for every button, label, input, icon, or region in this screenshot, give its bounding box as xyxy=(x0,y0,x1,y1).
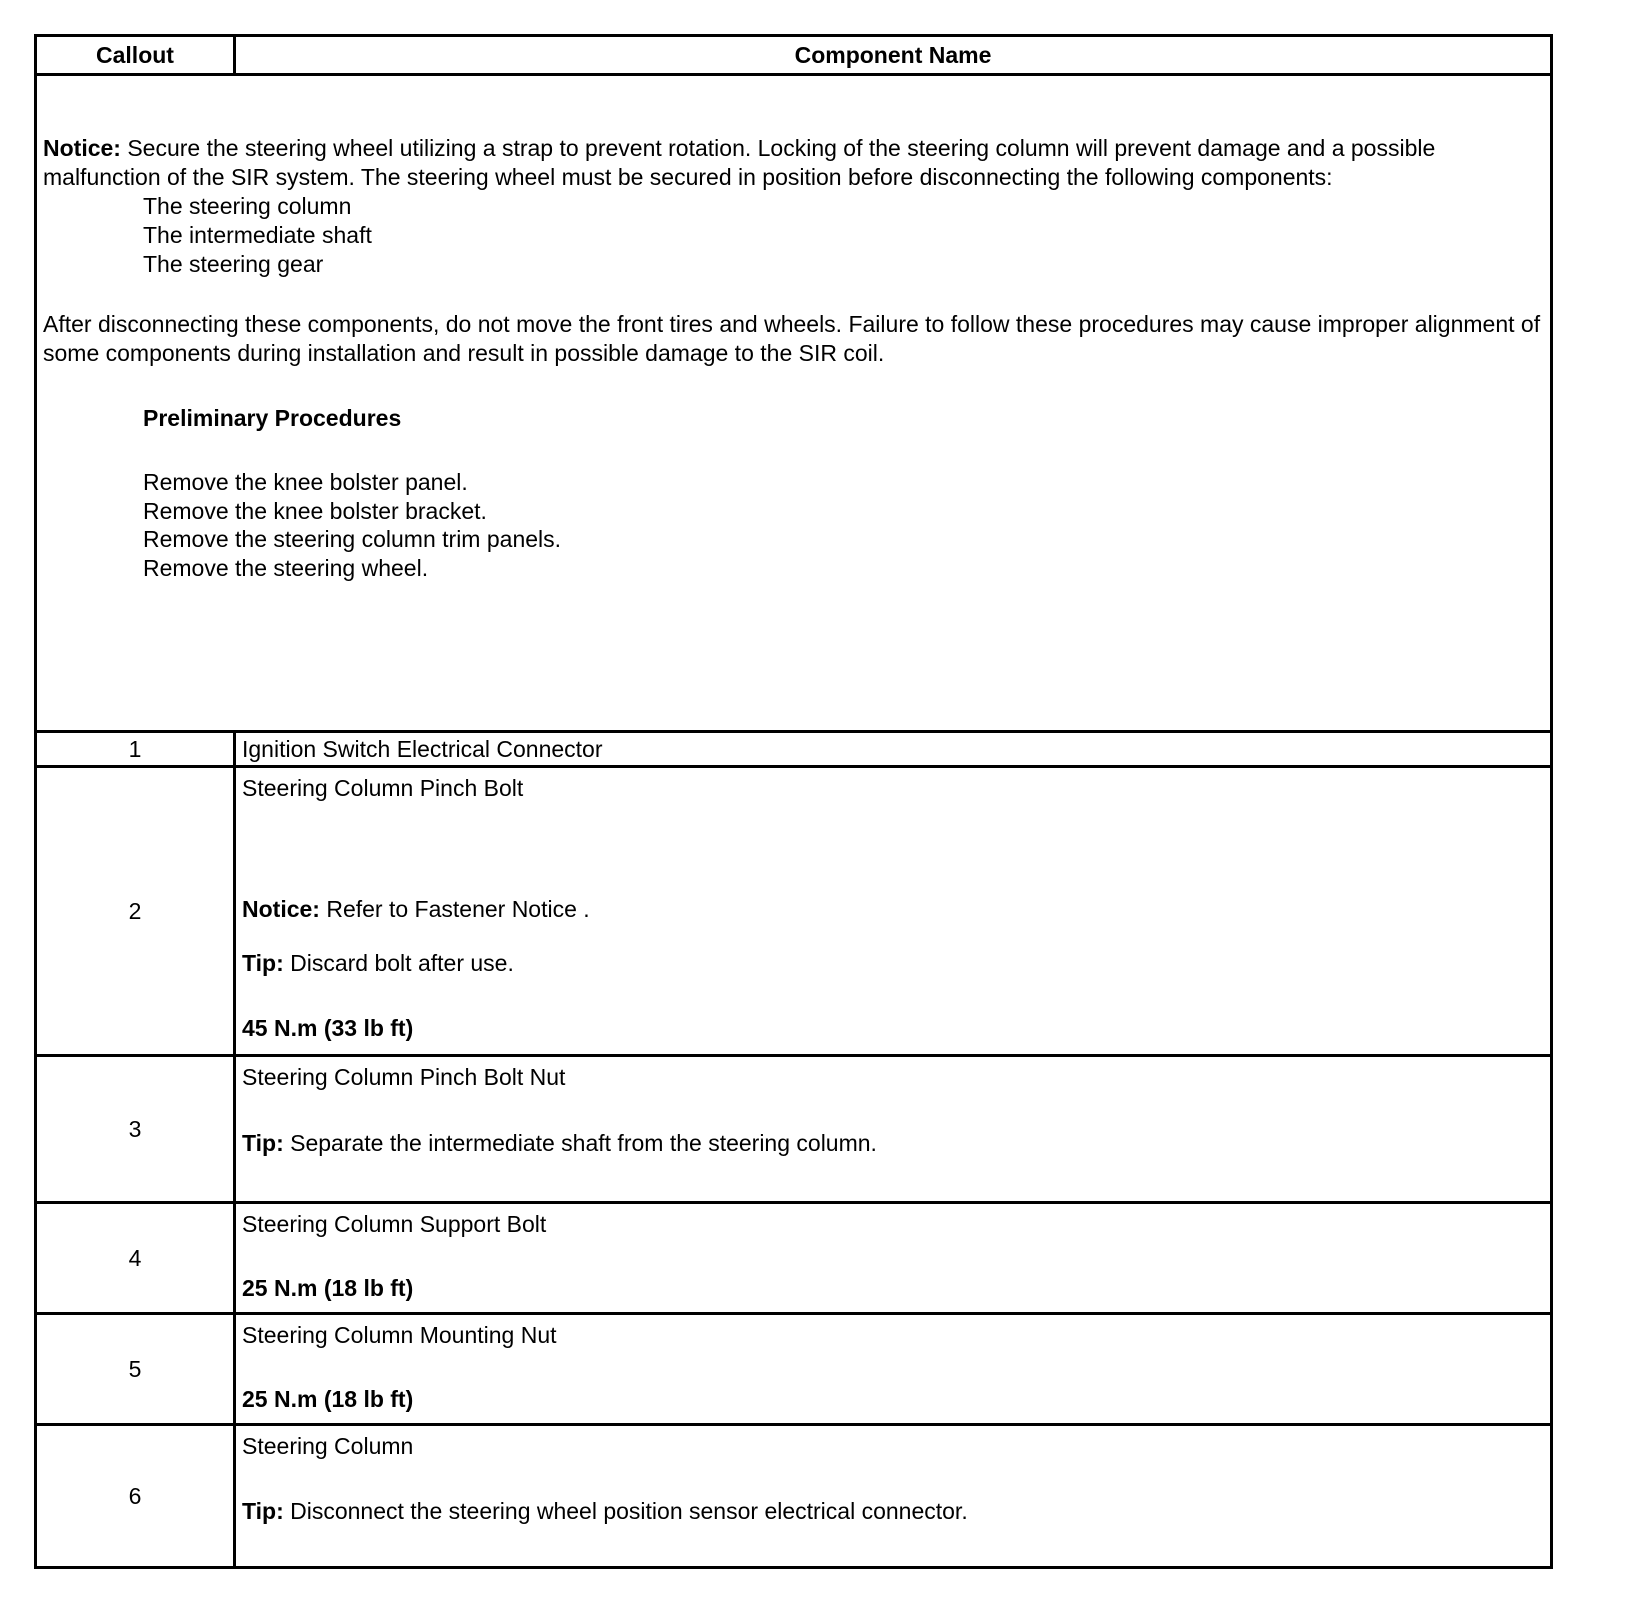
row-tip-text: Disconnect the steering wheel position sensor electrical connector. xyxy=(283,1498,968,1524)
row-tip xyxy=(242,1497,1544,1525)
component-name-cell xyxy=(235,1203,1552,1314)
intro-row xyxy=(36,75,1552,732)
intro-cell xyxy=(36,75,1552,732)
header-row xyxy=(36,36,1552,75)
component-name: Ignition Switch Electrical Connector xyxy=(242,736,603,762)
table-row xyxy=(36,1056,1552,1203)
row-tip-label: Tip: xyxy=(242,950,284,976)
component-name: Steering Column Mounting Nut xyxy=(242,1322,557,1348)
row-tip xyxy=(242,1129,1544,1157)
callout-cell: 2 xyxy=(36,767,235,1056)
preliminary-title: Preliminary Procedures xyxy=(143,405,402,431)
row-tip-label: Tip: xyxy=(242,1498,284,1524)
component-name-cell xyxy=(235,1056,1552,1203)
preliminary-list xyxy=(43,468,1542,582)
torque-spec: 25 N.m (18 lb ft) xyxy=(242,1275,414,1301)
intro-component-1: The steering column xyxy=(143,193,352,219)
intro-notice xyxy=(43,134,1542,192)
component-name: Steering Column Pinch Bolt Nut xyxy=(242,1064,566,1090)
header-component-name: Component Name xyxy=(235,36,1552,75)
intro-component-2: The intermediate shaft xyxy=(143,222,372,248)
preliminary-step: Remove the knee bolster bracket. xyxy=(143,497,487,524)
torque-spec: 25 N.m (18 lb ft) xyxy=(242,1386,414,1412)
row-notice-text: Refer to Fastener Notice . xyxy=(319,896,590,922)
component-name-cell xyxy=(235,767,1552,1056)
row-notice-label: Notice: xyxy=(242,896,320,922)
table-row xyxy=(36,1425,1552,1568)
row-tip-label: Tip: xyxy=(242,1130,284,1156)
callout-cell: 5 xyxy=(36,1314,235,1425)
table-row xyxy=(36,1203,1552,1314)
table-row xyxy=(36,732,1552,767)
component-name-cell xyxy=(235,732,1552,767)
callout-cell: 1 xyxy=(36,732,235,767)
preliminary-step: Remove the steering wheel. xyxy=(143,554,429,581)
component-name: Steering Column Support Bolt xyxy=(242,1211,547,1237)
component-name: Steering Column Pinch Bolt xyxy=(242,775,524,801)
table-row xyxy=(36,767,1552,1056)
table-row xyxy=(36,1314,1552,1425)
component-name: Steering Column xyxy=(242,1433,414,1459)
intro-after-text: After disconnecting these components, do not move the front tires and wheels. Failure to follow these procedures may cause improper alignment of some components during installation and result in possible damage to the SIR coil. xyxy=(43,311,1541,366)
callout-cell: 6 xyxy=(36,1425,235,1568)
intro-notice-text: Secure the steering wheel utilizing a strap to prevent rotation. Locking of the steering column will prevent damage and a possible malfunction of the SIR system. The steering wheel must be secured in position before disconnecting the following components: xyxy=(43,135,1436,190)
callout-cell: 4 xyxy=(36,1203,235,1314)
preliminary-step: Remove the steering column trim panels. xyxy=(143,526,562,552)
header-callout: Callout xyxy=(36,36,235,75)
row-tip-text: Discard bolt after use. xyxy=(283,950,514,976)
component-name-cell xyxy=(235,1314,1552,1425)
preliminary-step: Remove the knee bolster panel. xyxy=(143,469,468,495)
intro-component-3: The steering gear xyxy=(143,251,324,277)
intro-notice-label: Notice: xyxy=(43,135,121,161)
torque-spec: 45 N.m (33 lb ft) xyxy=(242,1015,414,1041)
intro-content xyxy=(37,76,1550,582)
component-table xyxy=(34,34,1553,1569)
row-tip xyxy=(242,949,1544,977)
row-tip-text: Separate the intermediate shaft from the steering column. xyxy=(283,1130,877,1156)
callout-cell: 3 xyxy=(36,1056,235,1203)
component-name-cell xyxy=(235,1425,1552,1568)
row-notice xyxy=(242,895,1544,923)
